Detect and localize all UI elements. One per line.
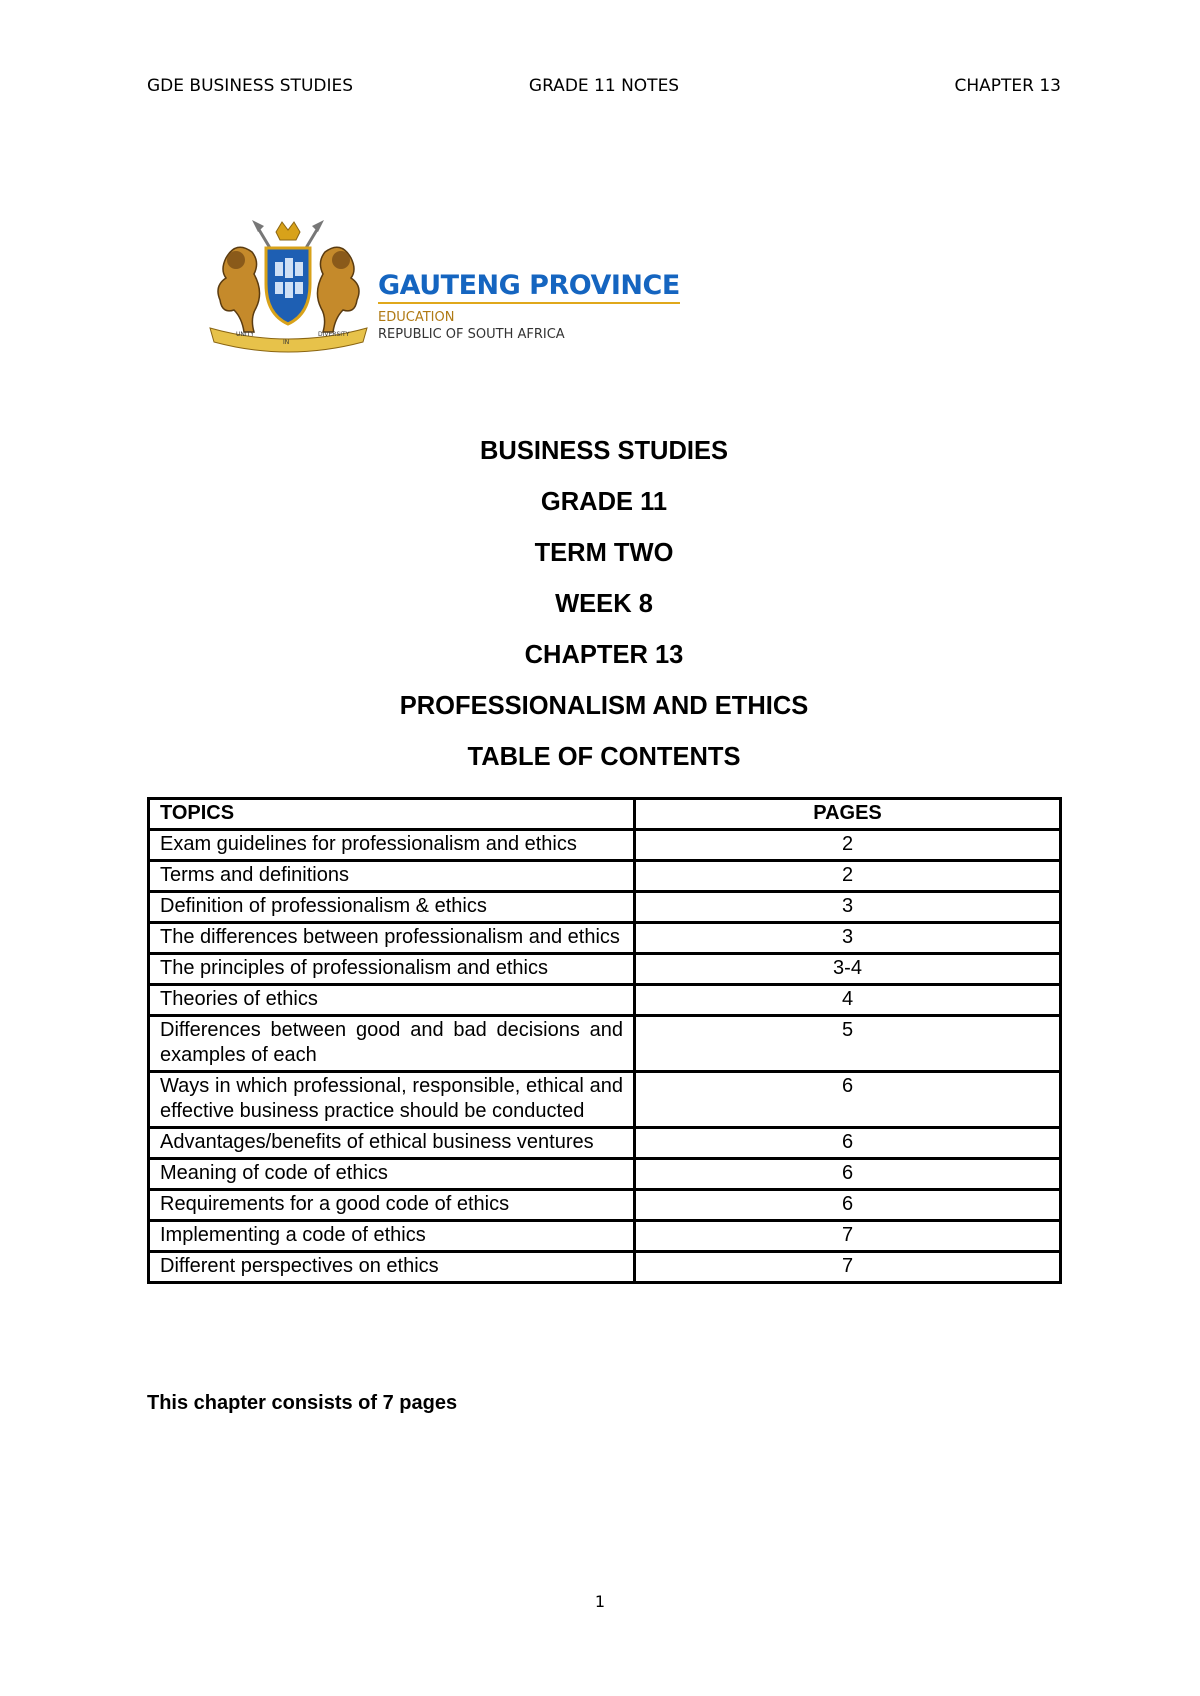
pages-cell: 6 (635, 1072, 1061, 1128)
table-row (149, 1221, 1061, 1252)
table-row (149, 923, 1061, 954)
pages-cell: 3 (635, 923, 1061, 954)
pages-cell: 6 (635, 1128, 1061, 1159)
motto-word-1: UNITY (236, 331, 254, 338)
header-right-text: CHAPTER 13 (954, 76, 1061, 96)
pages-cell: 2 (635, 830, 1061, 861)
topic-cell: Theories of ethics (149, 985, 635, 1016)
table-row (149, 892, 1061, 923)
topic-cell: Ways in which professional, responsible, ethical and effective business practice should be conducted (149, 1072, 635, 1128)
gauteng-logo (206, 218, 680, 353)
table-row (149, 861, 1061, 892)
topic-cell: Implementing a code of ethics (149, 1221, 635, 1252)
logo-text (378, 270, 680, 342)
chapter-page-count-note: This chapter consists of 7 pages (147, 1392, 458, 1414)
table-row (149, 1190, 1061, 1221)
header-center-text: GRADE 11 NOTES (528, 76, 680, 96)
topic-cell: Different perspectives on ethics (149, 1252, 635, 1283)
topic-cell: The differences between professionalism and ethics (149, 923, 635, 954)
table-row (149, 985, 1061, 1016)
term-title: TERM TWO (534, 539, 674, 567)
subject-title: BUSINESS STUDIES (480, 437, 728, 465)
motto-word-3: DIVERSITY (318, 331, 350, 338)
pages-cell: 3 (635, 892, 1061, 923)
table-row (149, 1072, 1061, 1128)
topics-column-header: TOPICS (149, 799, 635, 830)
topic-cell: Differences between good and bad decisions and examples of each (149, 1016, 635, 1072)
coat-of-arms-icon (206, 218, 371, 353)
topic-cell: Terms and definitions (149, 861, 635, 892)
table-row (149, 1252, 1061, 1283)
table-row (149, 1159, 1061, 1190)
table-row (149, 830, 1061, 861)
pages-cell: 6 (635, 1190, 1061, 1221)
table-header-row (149, 799, 1061, 830)
table-row (149, 954, 1061, 985)
pages-cell: 4 (635, 985, 1061, 1016)
pages-cell: 5 (635, 1016, 1061, 1072)
logo-country: REPUBLIC OF SOUTH AFRICA (378, 327, 565, 342)
page-header (147, 76, 1061, 100)
topic-cell: Exam guidelines for professionalism and ethics (149, 830, 635, 861)
pages-cell: 2 (635, 861, 1061, 892)
pages-cell: 7 (635, 1252, 1061, 1283)
table-row (149, 1016, 1061, 1072)
pages-column-header: PAGES (635, 799, 1061, 830)
pages-cell: 3-4 (635, 954, 1061, 985)
toc-title: TABLE OF CONTENTS (467, 743, 741, 771)
table-row (149, 1128, 1061, 1159)
topic-cell: The principles of professionalism and ethics (149, 954, 635, 985)
grade-title: GRADE 11 (540, 488, 668, 516)
table-of-contents (147, 797, 1062, 1284)
motto-word-2: IN (283, 339, 290, 346)
title-block (147, 432, 1061, 789)
topic-cell: Definition of professionalism & ethics (149, 892, 635, 923)
pages-cell: 7 (635, 1221, 1061, 1252)
topic-cell: Meaning of code of ethics (149, 1159, 635, 1190)
table-body (149, 830, 1061, 1283)
week-title: WEEK 8 (555, 590, 653, 618)
chapter-title: CHAPTER 13 (524, 641, 684, 669)
header-left-text: GDE BUSINESS STUDIES (147, 76, 354, 96)
logo-department: EDUCATION (378, 310, 455, 325)
page-number: 1 (594, 1592, 606, 1611)
topic-cell: Advantages/benefits of ethical business ventures (149, 1128, 635, 1159)
topic-title: PROFESSIONALISM AND ETHICS (399, 692, 809, 720)
logo-province-name: GAUTENG PROVINCE (378, 270, 680, 304)
pages-cell: 6 (635, 1159, 1061, 1190)
topic-cell: Requirements for a good code of ethics (149, 1190, 635, 1221)
